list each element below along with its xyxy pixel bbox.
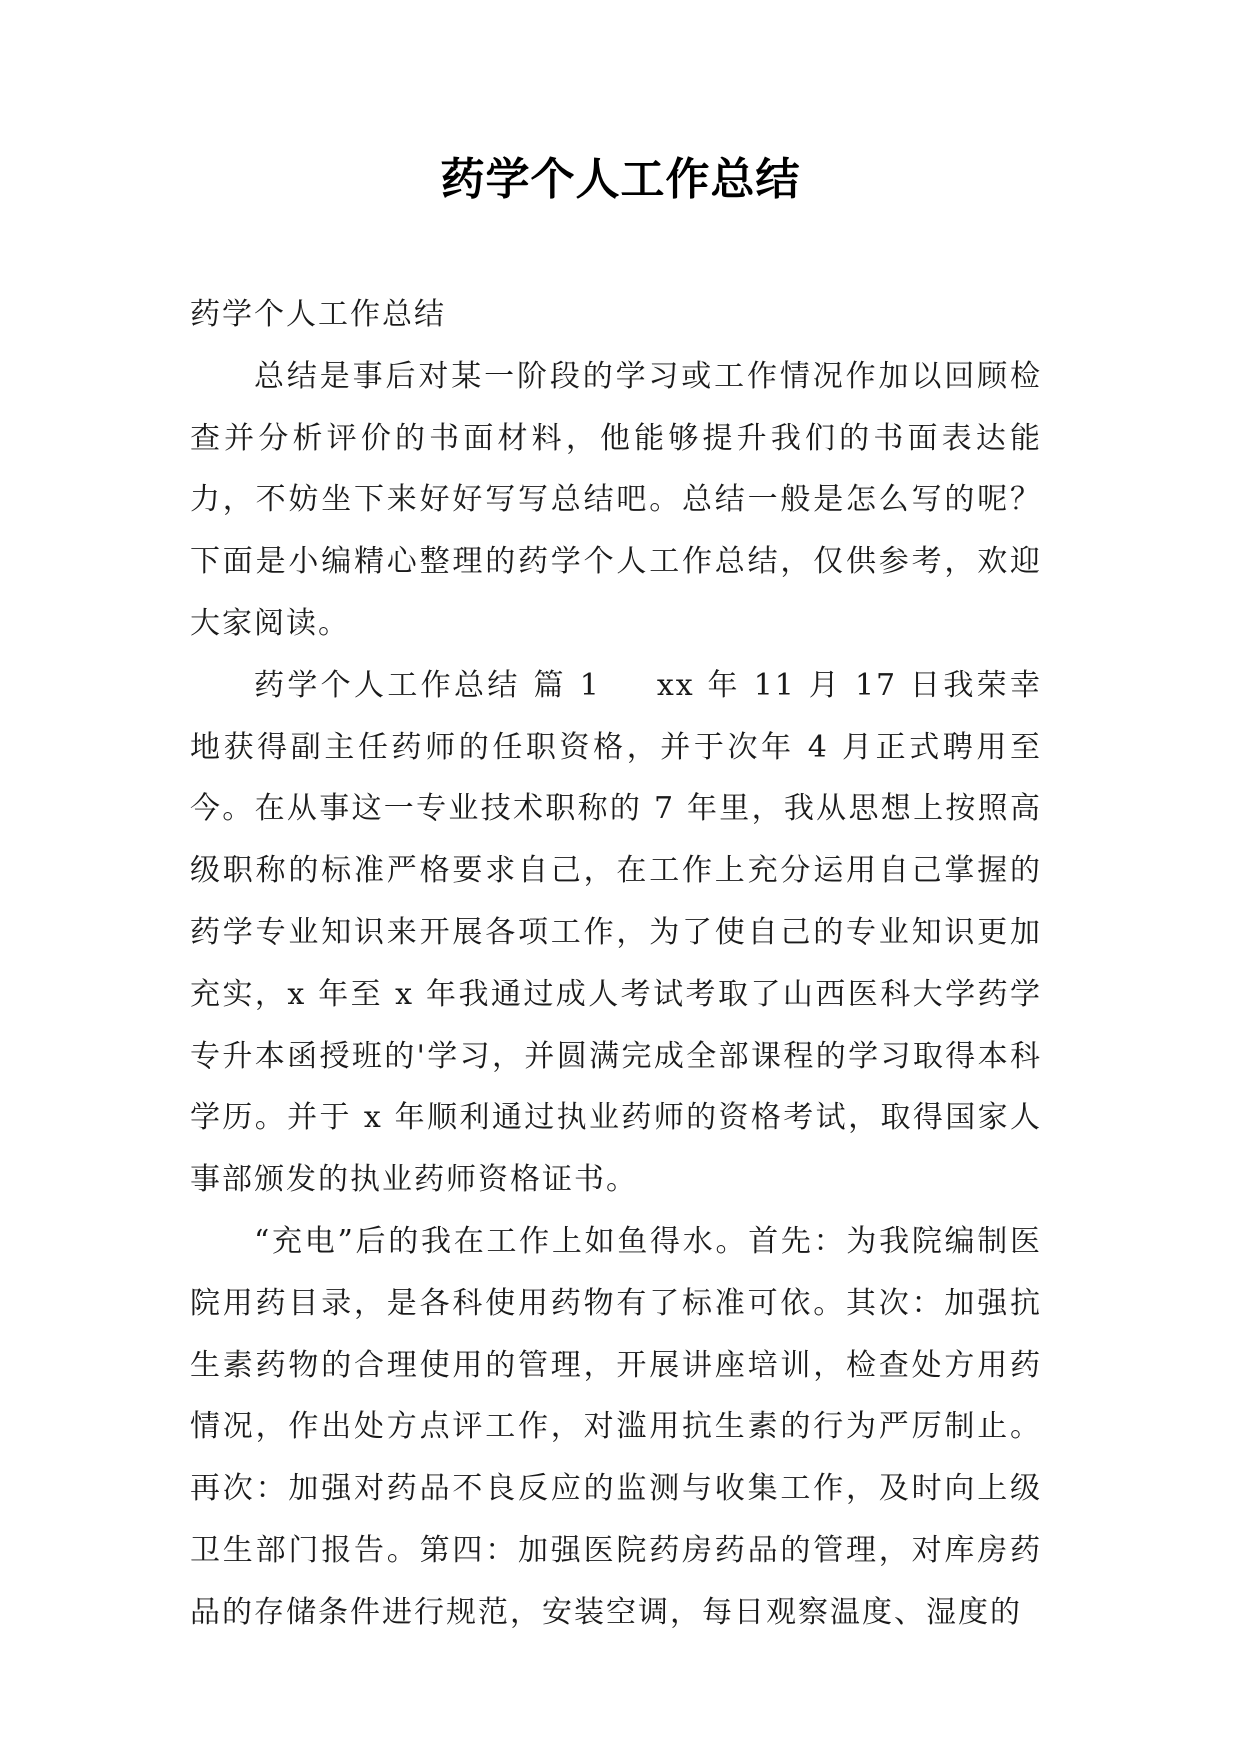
document-body: [190, 284, 1042, 1644]
document-title: 药学个人工作总结: [440, 154, 801, 205]
paragraph-3: “充电”后的我在工作上如鱼得水。首先：为我院编制医院用药目录，是各科使用药物有了标准可依。其次：加强抗生素药物的合理使用的管理，开展讲座培训，检查处方用药情况，作出处方点评工作，对滥用抗生素的行为严厉制止。再次：加强对药品不良反应的监测与收集工作，及时向上级卫生部门报告。第四：加强医院药房药品的管理，对库房药品的存储条件进行规范，安装空调，每日观察温度、湿度的: [190, 1223, 1042, 1630]
section-1-paragraph: [190, 655, 1042, 1211]
section-1-text: xx 年 11 月 17 日我荣幸地获得副主任药师的任职资格，并于次年 4 月正式聘用至今。在从事这一专业技术职称的 7 年里，我从思想上按照高级职称的标准严格要求自己，在工作上充分运用自己掌握的药学专业知识来开展各项工作，为了使自己的专业知识更加充实，x 年至 x 年我通过成人考试考取了山西医科大学药学专升本函授班的'学习，并圆满完成全部课程的学习取得本科学历。并于 x 年顺利通过执业药师的资格考试，取得国家人事部颁发的执业药师资格证书。: [190, 667, 1042, 1198]
section-heading: 药学个人工作总结 篇 1: [254, 667, 601, 703]
intro-paragraph: 总结是事后对某一阶段的学习或工作情况作加以回顾检查并分析评价的书面材料，他能够提升我们的书面表达能力，不妨坐下来好好写写总结吧。总结一般是怎么写的呢？下面是小编精心整理的药学个人工作总结，仅供参考，欢迎大家阅读。: [190, 358, 1042, 641]
document-subtitle: 药学个人工作总结: [190, 297, 446, 332]
